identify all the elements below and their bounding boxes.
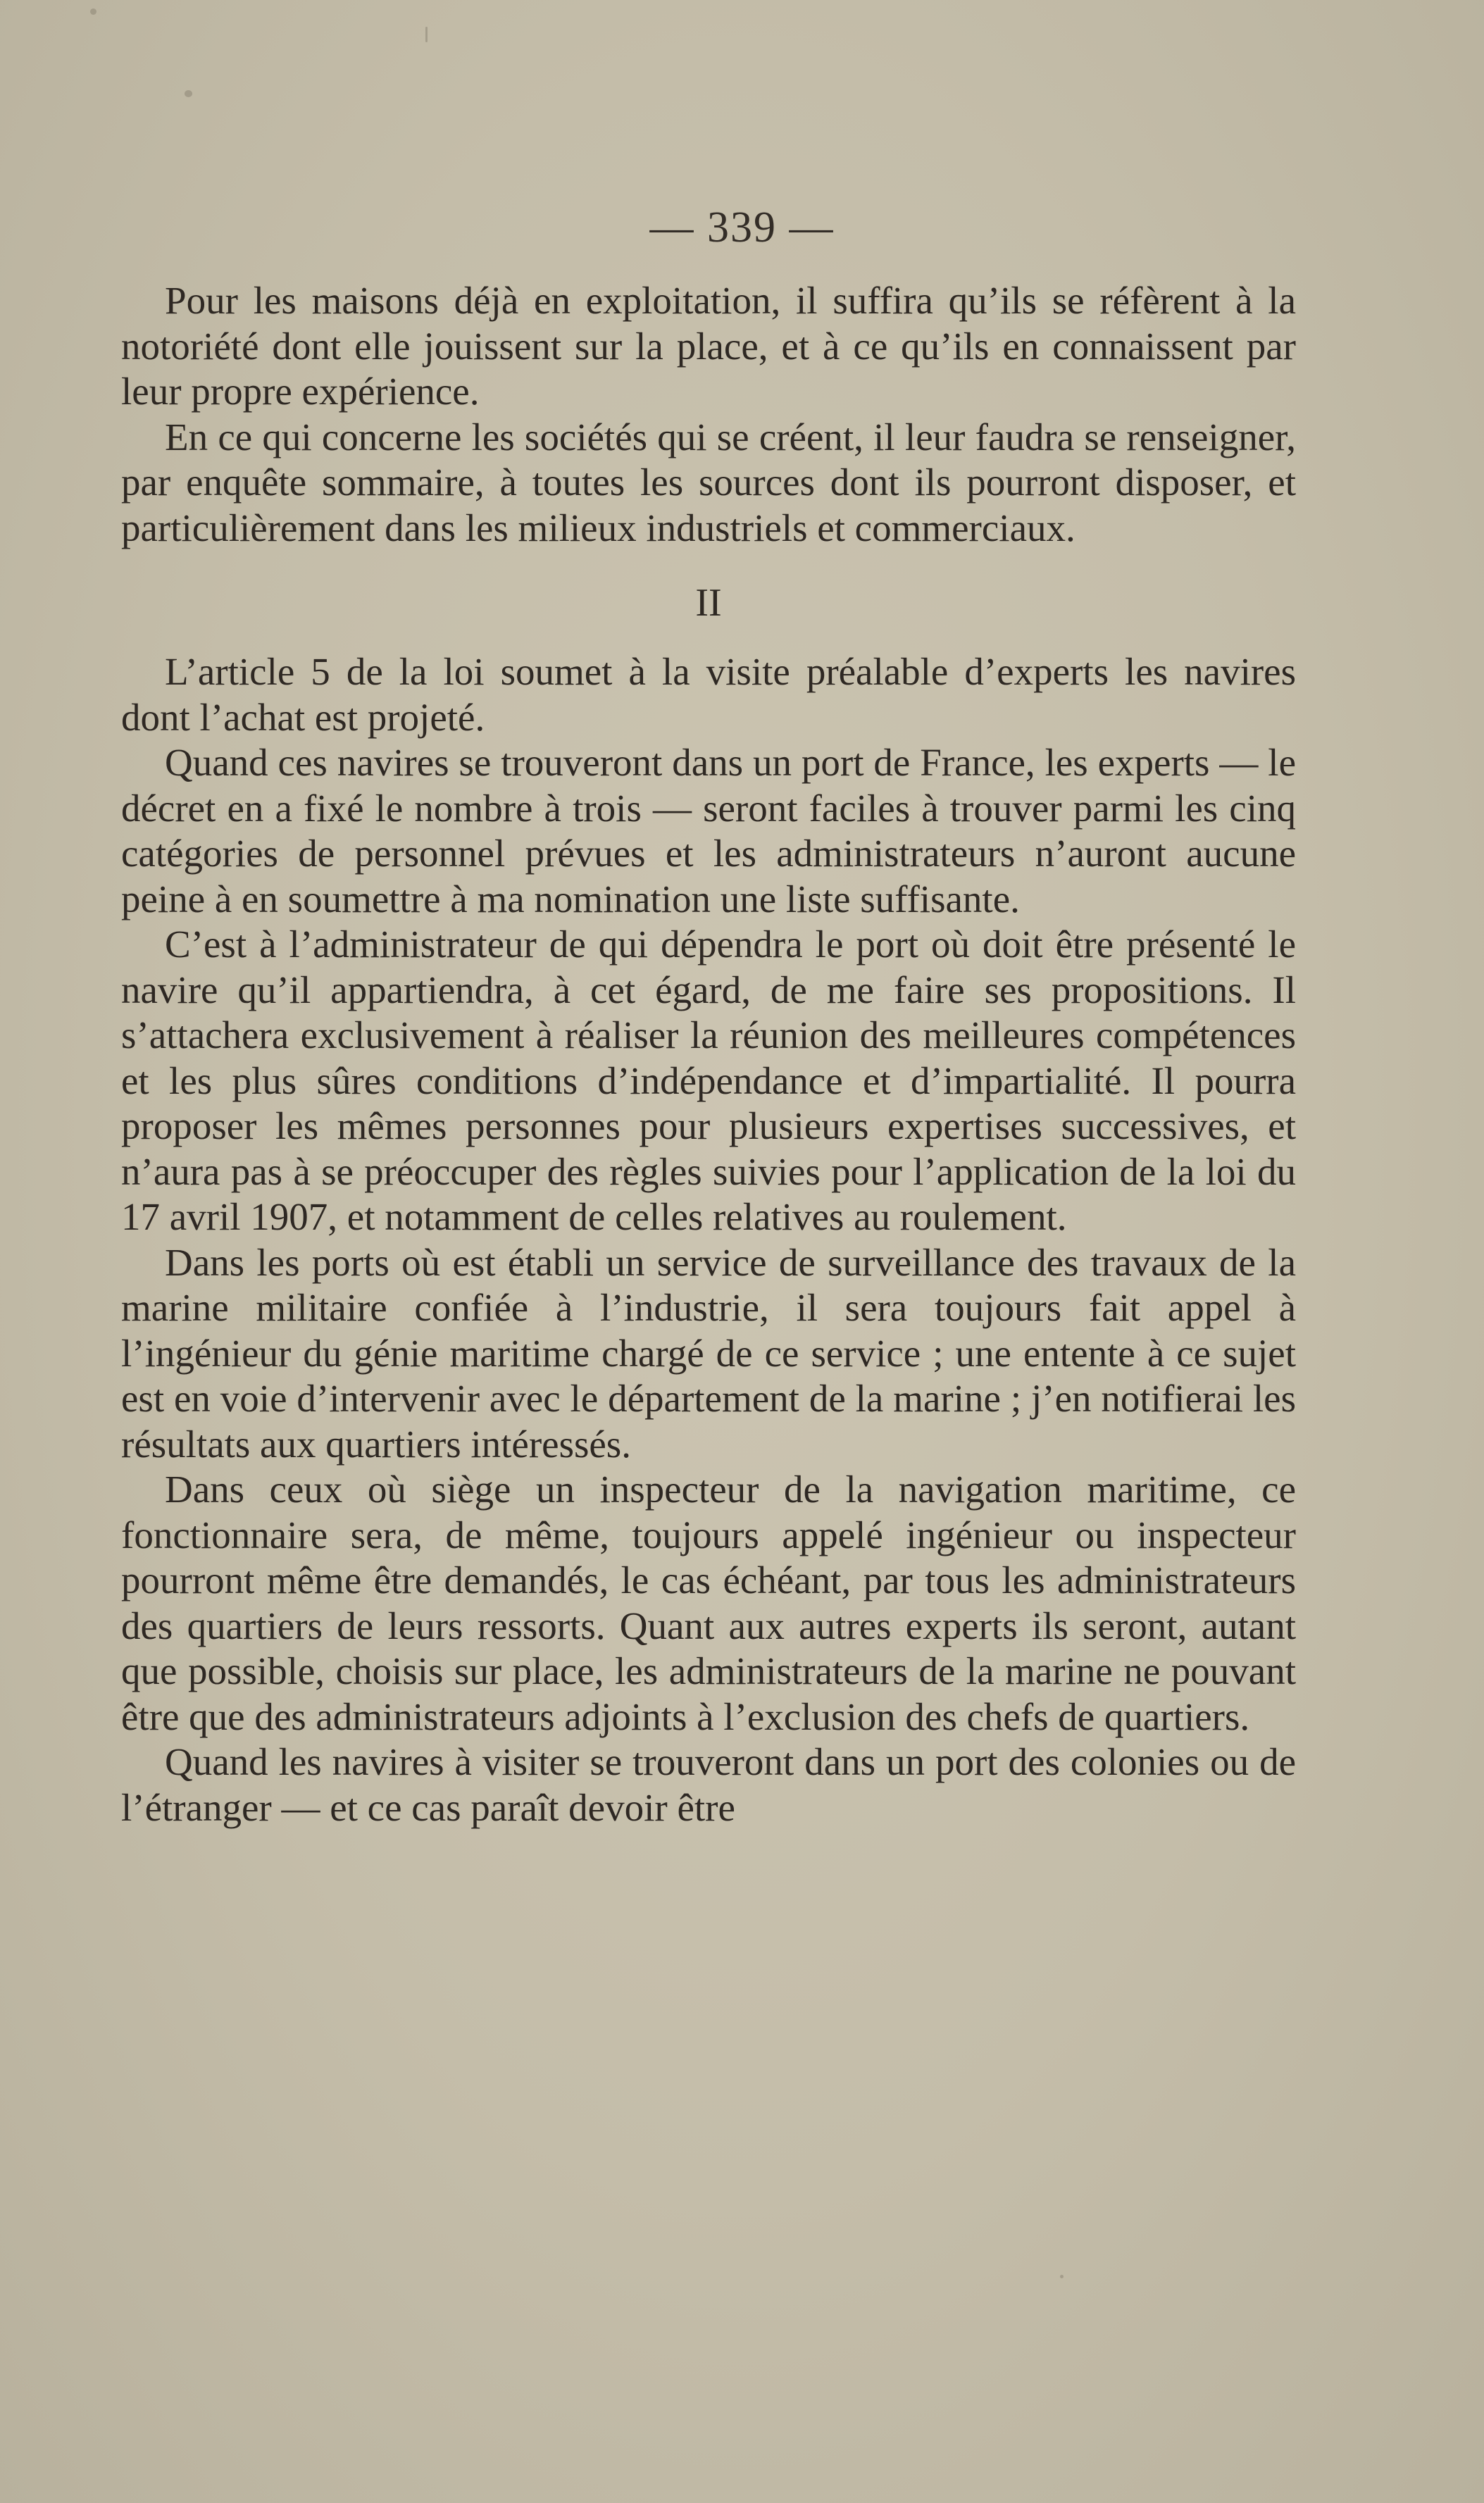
paper-speck [185, 90, 192, 97]
paragraph: Quand les navires à visiter se trouveront dans un port des colonies ou de l’étranger — et ce cas paraît devoir être [121, 1740, 1296, 1829]
paragraph: Quand ces navires se trouveront dans un port de France, les experts — le décret en a fixé le nombre à trois — seront faciles à trouver parmi les cinq catégories de personnel prévues et les administrateurs n’auront aucune peine à en soumettre à ma nomination une liste suffisante. [121, 741, 1296, 920]
paper-speck [425, 27, 428, 42]
paragraph: Dans ceux où siège un inspecteur de la navigation maritime, ce fonctionnaire sera, de même, toujours appelé ingénieur ou inspecteur pourront même être demandés, le cas échéant, par tous les administrateurs des quartiers de leurs ressorts. Quant aux autres experts ils seront, autant que possible, choisis sur place, les administrateurs de la marine ne pouvant être que des administrateurs adjoints à l’exclusion des chefs de quartiers. [121, 1468, 1296, 1738]
paragraph: En ce qui concerne les sociétés qui se créent, il leur faudra se renseigner, par enquête sommaire, à toutes les sources dont ils pourront disposer, et particulièrement dans les milieux industriels et commerciaux. [121, 415, 1296, 549]
page-number: — 339 — [649, 204, 835, 251]
paragraph: L’article 5 de la loi soumet à la visite préalable d’experts les navires dont l’achat est projeté. [121, 650, 1296, 739]
section-heading: II [695, 581, 722, 625]
paper-speck [1060, 2275, 1064, 2278]
paper-speck [90, 8, 96, 15]
paragraph: Pour les maisons déjà en exploitation, il suffira qu’ils se réfèrent à la notoriété dont elle jouissent sur la place, et à ce qu’ils en connaissent par leur propre expérience. [121, 279, 1296, 413]
page-body [121, 278, 1296, 1830]
paragraph: C’est à l’administrateur de qui dépendra le port où doit être présenté le navire qu’il appartiendra, à cet égard, de me faire ses propositions. Il s’attachera exclusivement à réaliser la réunion des meilleures compétences et les plus sûres conditions d’indépendance et d’impartialité. Il pourra proposer les mêmes personnes pour plusieurs expertises successives, et n’aura pas à se préoccuper des règles suivies pour l’application de la loi du 17 avril 1907, et notamment de celles relatives au roulement. [121, 923, 1296, 1238]
paragraph: Dans les ports où est établi un service de surveillance des travaux de la marine militaire confiée à l’industrie, il sera toujours fait appel à l’ingénieur du génie maritime chargé de ce service ; une entente à ce sujet est en voie d’intervenir avec le département de la marine ; j’en notifierai les résultats aux quartiers intéressés. [121, 1240, 1296, 1466]
